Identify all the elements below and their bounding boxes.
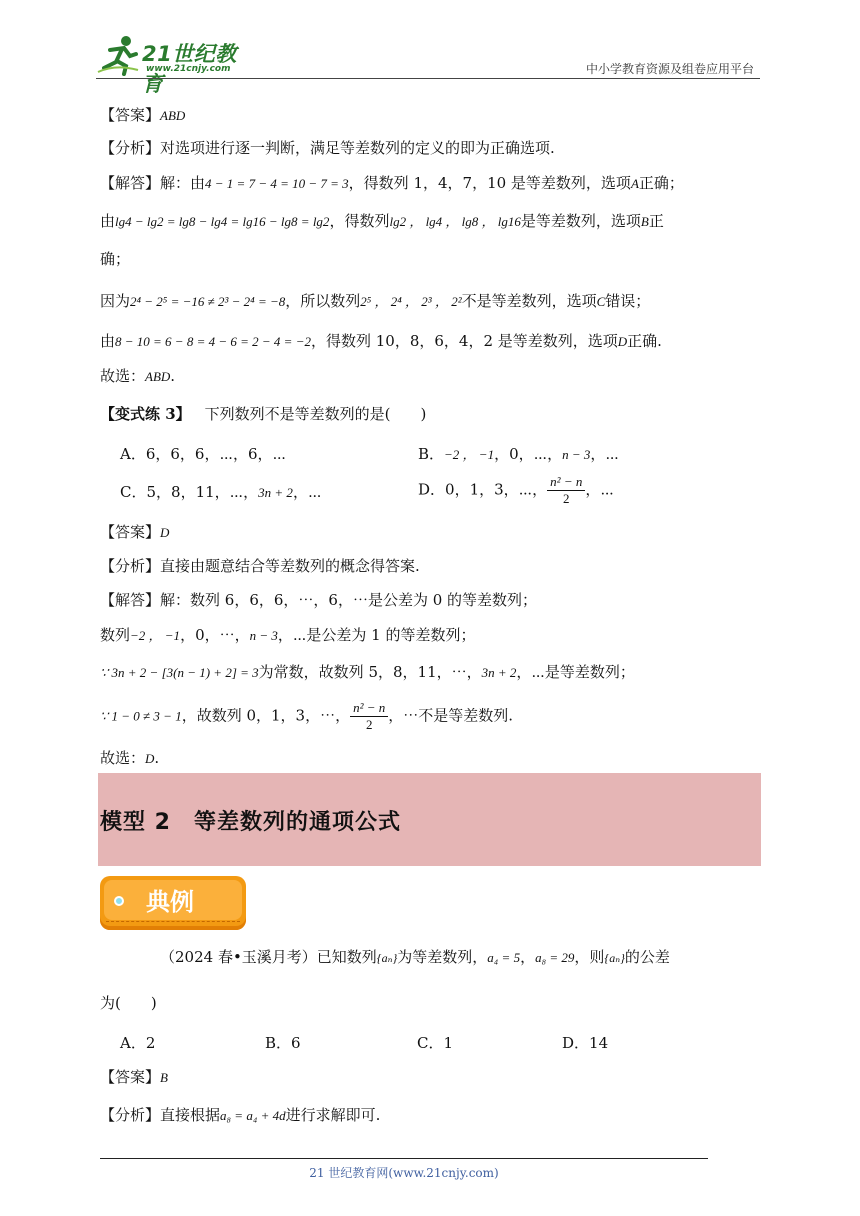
math-expression: −2 ， −1: [444, 447, 495, 462]
option-d[interactable]: [418, 474, 614, 507]
solution-tag: 【解答】: [100, 591, 161, 609]
fraction-numerator: n² − n: [547, 474, 585, 491]
question-text: ，: [520, 948, 536, 966]
choose-label: 故选：: [100, 749, 146, 767]
fraction-denominator: 2: [563, 491, 570, 506]
analysis-text: 进行求解即可.: [285, 1106, 381, 1124]
choose-line-1: [100, 365, 175, 388]
solution-line-2a: [100, 589, 537, 611]
example-answer-line: [100, 1066, 168, 1089]
solution-text: 正确；: [638, 174, 684, 192]
badge-ruler: [106, 921, 240, 926]
solution-text: ，所以数列: [285, 292, 361, 310]
option-text: A．2: [120, 1034, 156, 1052]
option-letter: A: [630, 176, 639, 191]
solution-text: ，得数列 10，8，6，4，2 是等差数列，选项: [310, 332, 618, 350]
solution-text: 正: [648, 212, 664, 230]
option-d-text: D．0，1，3，⋯，: [418, 480, 548, 499]
option-c[interactable]: [120, 481, 321, 504]
analysis-text: 直接根据: [160, 1106, 221, 1124]
solution-text: 由: [100, 332, 116, 350]
solution-line-2b: [100, 624, 475, 647]
option-a[interactable]: [120, 443, 286, 465]
math-expression: lg2 ， lg4 ， lg8 ， lg16: [389, 214, 521, 229]
math-expression: {aₙ}: [604, 951, 625, 965]
solution-line-1d: [100, 330, 662, 353]
solution-text: ，得数列: [329, 212, 390, 230]
choose-value: D: [145, 751, 155, 766]
example-question-line-1: [160, 946, 670, 969]
math-expression: n − 3: [249, 628, 278, 643]
fraction: [350, 700, 388, 733]
option-b-text: ，0，⋯，: [494, 445, 563, 463]
analysis-line-1: [100, 137, 555, 159]
option-b-text: ，⋯: [590, 445, 619, 463]
example-option-a[interactable]: [120, 1032, 155, 1054]
badge-label: 典例: [146, 888, 194, 916]
option-b[interactable]: [418, 443, 619, 466]
solution-line-1c: [100, 290, 650, 313]
footer-text[interactable]: 21 世纪教育网(www.21cnjy.com): [309, 1166, 499, 1180]
runner-logo-icon: [96, 34, 140, 76]
choose-line-2: [100, 747, 159, 770]
option-letter: C: [596, 294, 606, 309]
option-a-text: A．6，6，6，⋯，6，⋯: [120, 445, 287, 463]
variant-text: 下列数列不是等差数列的是( ): [204, 405, 427, 423]
site-logo[interactable]: [96, 34, 256, 96]
solution-line-1b: [100, 210, 664, 233]
answer-tag: 【答案】: [100, 523, 161, 541]
fraction-numerator: n² − n: [350, 700, 388, 717]
analysis-tag: 【分析】: [100, 1106, 161, 1124]
option-c-text: C．5，8，11，⋯，: [120, 483, 259, 501]
solution-text: 由: [100, 212, 116, 230]
solution-text: 不是等差数列，选项: [461, 292, 597, 310]
option-text: B．6: [265, 1034, 301, 1052]
math-expression: −2 ， −1: [130, 628, 181, 643]
choose-value: ABD: [145, 369, 171, 384]
bullet-dot-icon: [114, 896, 124, 906]
analysis-text: 直接由题意结合等差数列的概念得答案.: [160, 557, 420, 575]
answer-line-1: [100, 104, 185, 127]
solution-text: ，⋯不是等差数列.: [388, 706, 514, 725]
option-d-text: ，⋯: [585, 480, 614, 499]
page-header: [96, 30, 760, 96]
option-text: D．14: [562, 1034, 609, 1052]
example-question-line-2: [100, 992, 157, 1014]
math-expression: ∵ 3n + 2 − [3(n − 1) + 2] = 3: [100, 665, 259, 680]
math-expression: 4 − 1 = 7 − 4 = 10 − 7 = 3: [205, 176, 349, 191]
choose-label: 故选：: [100, 367, 146, 385]
option-b-label: B．: [418, 445, 445, 463]
math-expression: a₄ = 5: [487, 950, 521, 965]
solution-line-2d: [100, 700, 513, 733]
solution-text: 解：由: [160, 174, 206, 192]
solution-text: 数列: [100, 626, 131, 644]
analysis-tag: 【分析】: [100, 557, 161, 575]
option-letter: B: [640, 214, 649, 229]
variant-tag: 【变式练 3】: [100, 405, 191, 423]
solution-line-1a: [100, 172, 684, 195]
math-expression: ∵ 1 − 0 ≠ 3 − 1: [100, 708, 182, 724]
solution-text: ，得数列 1，4，7，10 是等差数列，选项: [348, 174, 631, 192]
example-option-c[interactable]: [417, 1032, 453, 1054]
math-expression: n − 3: [562, 447, 591, 462]
analysis-line-2: [100, 555, 420, 577]
solution-text: .: [154, 749, 160, 767]
solution-text: ，0，⋯，: [180, 626, 250, 644]
solution-text: 因为: [100, 292, 131, 310]
analysis-tag: 【分析】: [100, 139, 161, 157]
example-option-d[interactable]: [562, 1032, 608, 1054]
footer-divider: [100, 1158, 708, 1159]
question-text: 为等差数列，: [397, 948, 488, 966]
question-text: （2024 春•玉溪月考）已知数列: [160, 948, 377, 966]
example-analysis-line: [100, 1104, 380, 1127]
option-letter: D: [617, 334, 628, 349]
fraction-denominator: 2: [365, 717, 373, 732]
analysis-text: 对选项进行逐一判断，满足等差数列的定义的即为正确选项.: [160, 139, 555, 157]
solution-text: ，⋯是公差为 1 的等差数列；: [277, 626, 476, 644]
math-expression: 8 − 10 = 6 − 8 = 4 − 6 = 2 − 4 = −2: [115, 334, 311, 349]
header-divider: [96, 78, 760, 79]
question-text: 为( ): [100, 994, 157, 1012]
math-expression: 2⁴ − 2⁵ = −16 ≠ 2³ − 2⁴ = −8: [130, 294, 286, 309]
answer-value: B: [160, 1070, 168, 1085]
solution-line-1b2: [100, 248, 130, 270]
model-banner: [98, 773, 761, 866]
logo-url: www.21cnjy.com: [146, 64, 231, 74]
math-expression: a₈ = 29: [535, 950, 575, 965]
math-expression: 3n + 2: [481, 665, 517, 680]
solution-text: .: [170, 367, 176, 385]
example-option-b[interactable]: [265, 1032, 301, 1054]
variant-question-3: [100, 403, 426, 425]
question-text: ，则: [574, 948, 605, 966]
solution-line-2c: [100, 661, 635, 684]
model-title: 模型 2 等差数列的通项公式: [100, 810, 401, 835]
answer-line-2: [100, 521, 169, 544]
solution-text: 正确.: [627, 332, 662, 350]
option-text: C．1: [417, 1034, 454, 1052]
logo-text: 21世纪教育: [142, 42, 237, 96]
math-expression: lg4 − lg2 = lg8 − lg4 = lg16 − lg8 = lg2: [115, 214, 330, 229]
example-badge: [100, 876, 246, 930]
math-expression: 3n + 2: [258, 485, 293, 500]
math-expression: a₈ = a₄ + 4d: [220, 1108, 286, 1123]
answer-value: ABD: [160, 108, 186, 123]
solution-text: 是等差数列，选项: [520, 212, 641, 230]
option-c-text: ，⋯: [292, 483, 322, 501]
fraction: [547, 474, 585, 507]
answer-tag: 【答案】: [100, 1068, 161, 1086]
math-expression: 2⁵ ， 2⁴ ， 2³ ， 2²: [360, 294, 462, 309]
question-text: 的公差: [624, 948, 670, 966]
math-expression: {aₙ}: [376, 951, 398, 965]
solution-text: ，⋯是等差数列；: [516, 663, 635, 681]
solution-text: 解：数列 6，6，6，⋯，6，⋯是公差为 0 的等差数列；: [160, 591, 538, 609]
solution-text: 确；: [100, 250, 131, 268]
solution-text: 为常数，故数列 5，8，11，⋯，: [258, 663, 482, 681]
header-platform-name: 中小学教育资源及组卷应用平台: [585, 62, 754, 76]
answer-tag: 【答案】: [100, 106, 161, 124]
solution-text: 错误；: [605, 292, 651, 310]
solution-tag: 【解答】: [100, 174, 161, 192]
solution-text: ，故数列 0，1，3，⋯，: [181, 706, 351, 725]
answer-value: D: [160, 525, 170, 540]
